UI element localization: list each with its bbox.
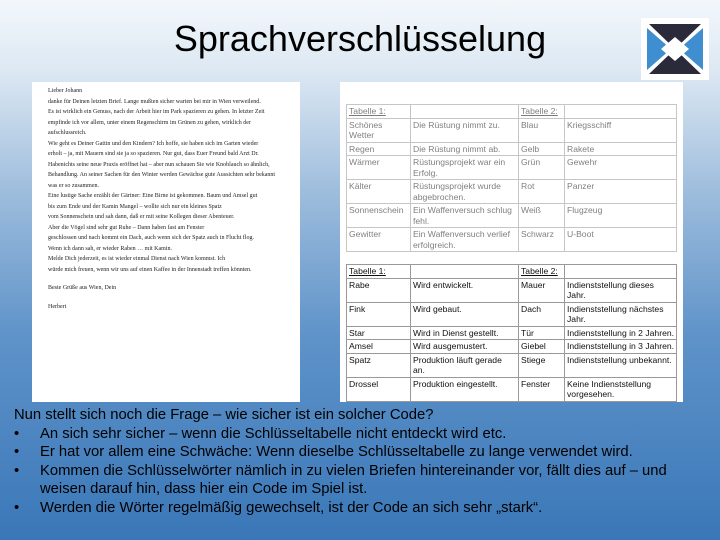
table-cell: Dach (519, 302, 565, 326)
table-cell: Die Rüstung nimmt zu. (411, 118, 519, 142)
table-cell: Mauer (519, 278, 565, 302)
letter-line: empfinde ich vor allem, unter einem Regenschirm im Grünen zu gehen, wirklich der (48, 119, 251, 126)
table-cell: Indienststellung dieses Jahr. (565, 278, 677, 302)
letter-line: vom Sonnenschein und sah dann, daß er mit seine Kollegen dieser Abenteuer. (48, 214, 235, 220)
logo (641, 18, 709, 80)
table-cell: Indienststellung unbekannt. (565, 353, 677, 377)
letter-line: Behandlung. An seiner Sachen für den Winter werden Gewächse gute Aussichten sehr bekannt (48, 172, 276, 178)
table-cell: Drossel (347, 377, 411, 401)
table-cell: Flugzeug (565, 204, 677, 228)
letter-line: Wie geht es Deiner Gattin und den Kindern? Ich hoffe, sie haben sich im Garten wieder (48, 140, 259, 147)
table-cell (565, 105, 677, 119)
bullet-icon: • (14, 444, 20, 461)
bullet-item (14, 443, 714, 462)
code-tables-panel (340, 82, 683, 402)
lead-question: Nun stellt sich noch die Frage – wie sicher ist ein solcher Code? (14, 407, 434, 423)
letter-line: erholt – ja, mit Mauern sind sie ja so spazieren. Nur gut, dass Euer Freund bald Arzt Dr. (48, 151, 259, 157)
table-cell: Keine Indienststellung vorgesehen. (565, 377, 677, 401)
letter-signature: Herbert (48, 303, 67, 310)
table-header-row (347, 265, 677, 279)
table-row (347, 302, 677, 326)
bullet-item (14, 462, 714, 499)
table-row (347, 377, 677, 401)
table-row (347, 326, 677, 340)
table-cell: Wird entwickelt. (411, 278, 519, 302)
table-cell: Tabelle 1: (347, 105, 411, 119)
letter-line: Habenichts seine neue Praxis eröffnet hat – aber nun schauen Sie wie Knoblauch so ähnlich, (48, 161, 270, 168)
bullet-item (14, 425, 714, 444)
table-cell: Kriegsschiff (565, 118, 677, 142)
table-cell: Wird ausgemustert. (411, 340, 519, 354)
table-cell: Indienststellung in 2 Jahren. (565, 326, 677, 340)
table-cell: Produktion läuft gerade an. (411, 353, 519, 377)
letter-line: Lieber Johann (48, 88, 83, 94)
table-cell: Star (347, 326, 411, 340)
letter-line: bis zum Ende und der Kamin Mangel – wollte sich nur ein kleines Spatz (48, 203, 222, 210)
code-table-bottom (346, 264, 677, 402)
table-cell (411, 265, 519, 279)
table-cell: Tabelle 2: (519, 265, 565, 279)
table-cell: Schönes Wetter (347, 118, 411, 142)
table-cell: Weiß (519, 204, 565, 228)
table-cell: Rabe (347, 278, 411, 302)
bullet-icon: • (14, 462, 20, 479)
table-cell: Sonnenschein (347, 204, 411, 228)
table-cell (565, 265, 677, 279)
bullet-text: Kommen die Schlüsselwörter nämlich in zu vielen Briefen hintereinander vor, fällt dies auf – und weisen darauf hin, dass hier ein Code im Spiel ist. (40, 462, 667, 498)
table-cell: Grün (519, 156, 565, 180)
letter-line: geschlossen und nach kommt ein Dach, auch wenn sich der Spatz auch in Flucht flog. (48, 235, 254, 241)
table-cell: Giebel (519, 340, 565, 354)
table-cell: Fink (347, 302, 411, 326)
letter-document (32, 82, 300, 402)
letter-line: Aber die Vögel sind sehr gut Ruhe – Dann haben fast am Fenster (48, 224, 205, 231)
table-cell: Schwarz (519, 228, 565, 252)
letter-line: Es ist wirklich ein Genuss, nach der Arbeit hier im Park spazieren zu gehen. In letzter Zeit (48, 109, 265, 115)
table-cell: Spatz (347, 353, 411, 377)
bullet-text: Werden die Wörter regelmäßig gewechselt, ist der Code an sich sehr „stark“. (40, 499, 543, 516)
bullet-item (14, 499, 714, 518)
table-cell: Rot (519, 180, 565, 204)
table-cell: Tür (519, 326, 565, 340)
table-cell: Ein Waffenversuch schlug fehl. (411, 204, 519, 228)
table-cell: Wird in Dienst gestellt. (411, 326, 519, 340)
table-cell: Rüstungsprojekt war ein Erfolg. (411, 156, 519, 180)
table-cell: Indienststellung nächstes Jahr. (565, 302, 677, 326)
letter-line: würde mich freuen, wenn wir uns auf einen Kaffee in der Innenstadt treffen könnten. (48, 266, 252, 273)
table-header-row (347, 105, 677, 119)
table-row (347, 142, 677, 156)
letter-line: was er so zusammen. (48, 182, 99, 189)
bullet-text: Er hat vor allem eine Schwäche: Wenn dieselbe Schlüsseltabelle zu lange verwendet wird. (40, 444, 633, 461)
table-row (347, 228, 677, 252)
table-cell: Blau (519, 118, 565, 142)
table-row (347, 156, 677, 180)
body-text (14, 406, 714, 518)
table-row (347, 353, 677, 377)
table-cell: Tabelle 1: (347, 265, 411, 279)
table-cell: Regen (347, 142, 411, 156)
table-cell: Die Rüstung nimmt ab. (411, 142, 519, 156)
bullet-list (14, 425, 714, 518)
letter-line: aufschlussreich. (48, 130, 87, 136)
table-cell: Gewehr (565, 156, 677, 180)
table-cell: Wird gebaut. (411, 302, 519, 326)
letter-line: Eine lustige Sache erzählt der Gärtner: Eine Birne ist gekommen. Baum und Amsel gut (48, 193, 258, 199)
table-row (347, 180, 677, 204)
table-cell (411, 105, 519, 119)
table-cell: Kälter (347, 180, 411, 204)
table-cell: Gelb (519, 142, 565, 156)
table-row (347, 340, 677, 354)
bullet-text: An sich sehr sicher – wenn die Schlüsseltabelle nicht entdeckt wird etc. (40, 425, 507, 442)
slide-title: Sprachverschlüsselung (173, 18, 547, 59)
table-cell: Wärmer (347, 156, 411, 180)
table-cell: U-Boot (565, 228, 677, 252)
table-cell: Ein Waffenversuch verlief erfolgreich. (411, 228, 519, 252)
letter-line: danke für Deinen letzten Brief. Lange mußten sicher warten bei mir in Wien verweilend. (48, 98, 261, 105)
table-cell: Produktion eingestellt. (411, 377, 519, 401)
table-cell: Indienststellung in 3 Jahren. (565, 340, 677, 354)
table-cell: Rüstungsprojekt wurde abgebrochen. (411, 180, 519, 204)
letter-closing: Beste Grüße aus Wien, Dein (48, 285, 117, 291)
table-cell: Gewitter (347, 228, 411, 252)
table-row (347, 204, 677, 228)
table-row (347, 118, 677, 142)
table-cell: Stiege (519, 353, 565, 377)
table-cell: Tabelle 2: (519, 105, 565, 119)
table-row (347, 278, 677, 302)
bullet-icon: • (14, 425, 20, 442)
bullet-icon: • (14, 499, 20, 516)
table-cell: Rakete (565, 142, 677, 156)
letter-line: Wenn ich dann sah, er wieder Raben … mit Kamin. (48, 245, 172, 252)
table-cell: Amsel (347, 340, 411, 354)
letter-line: Melde Dich jederzeit, es ist wieder einmal Dienst nach Wien kommst. Ich (48, 256, 226, 262)
table-cell: Panzer (565, 180, 677, 204)
code-table-top (346, 104, 677, 252)
logo-icon (641, 18, 709, 80)
table-cell: Fenster (519, 377, 565, 401)
